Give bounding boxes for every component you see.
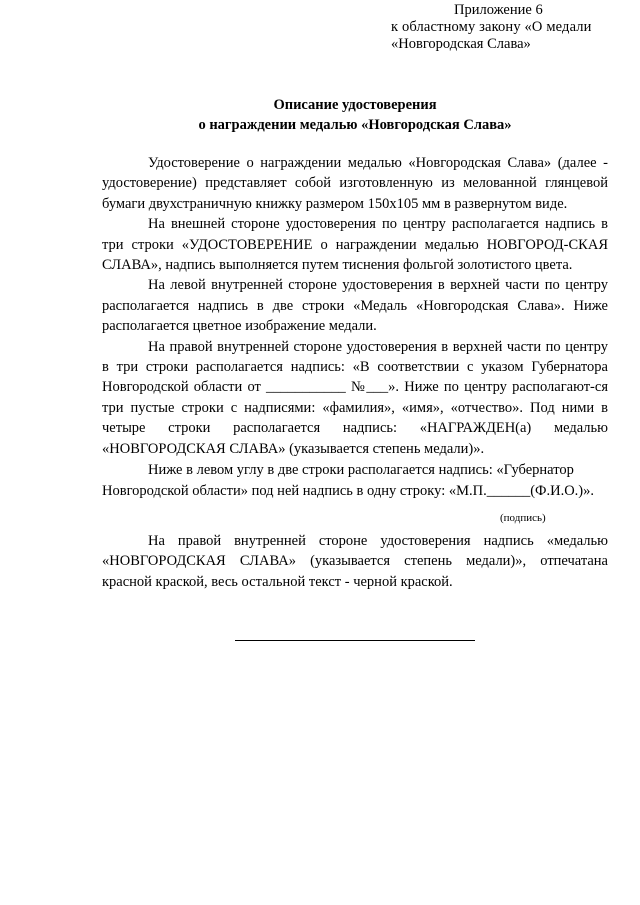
paragraph-general: Удостоверение о награждении медалью «Новгородская Слава» (далее - удостоверение) представляет собой изготовленную из мелованной глянцевой бумаги двухстраничную книжку размером 150х105 мм в развернутом виде. (102, 155, 608, 212)
signature-caption: (подпись) (500, 512, 546, 524)
paragraph-right-inner-side: На правой внутренней стороне удостоверения в верхней части по центру в три строки располагается надпись: «В соответствии с указом Губернатора Новгородской области от ___________ №___». Ниже по центру располагают-ся три пустые строки с надписями: «фамилия», «имя», «отчество». Под ними в четыре строки располагается надпись: «НАГРАЖДЕН(а) медалью «НОВГОРОДСКАЯ СЛАВА» (указывается степень медали)». (102, 338, 608, 457)
appendix-header (391, 2, 631, 53)
document-title-line-1: Описание удостоверения (273, 97, 437, 113)
appendix-number: Приложение 6 (454, 2, 543, 18)
paragraph-outer-side: На внешней стороне удостоверения по центру располагается надпись в три строки «УДОСТОВЕРЕНИЕ о награждении медалью НОВГОРОД-СКАЯ СЛАВА», надпись выполняется путем тиснения фольгой золотистого цвета. (102, 216, 608, 274)
appendix-law-reference: к областному закону «О медали (391, 19, 592, 35)
paragraph-signature-line-1: Ниже в левом углу в две строки располагается надпись: «Губернатор (148, 462, 574, 479)
document-title-line-2: о награждении медалью «Новгородская Слава» (198, 117, 512, 133)
document-body (102, 153, 608, 501)
document-tail (102, 531, 608, 592)
paragraph-signature-line-2: Новгородской области» под ней надпись в одну строку: «М.П.______(Ф.И.О.)». (102, 482, 595, 499)
appendix-law-name: «Новгородская Слава» (391, 36, 531, 52)
paragraph-colors: На правой внутренней стороне удостоверения надпись «медалью «НОВГОРОДСКАЯ СЛАВА» (указывается степень медали)», отпечатана красной краской, весь остальной текст - черной краской. (102, 533, 608, 590)
end-divider (235, 640, 475, 641)
paragraph-left-inner-side: На левой внутренней стороне удостоверения в верхней части по центру располагается надпись в две строки «Медаль «Новгородская Слава». Ниже располагается цветное изображение медали. (102, 277, 608, 335)
